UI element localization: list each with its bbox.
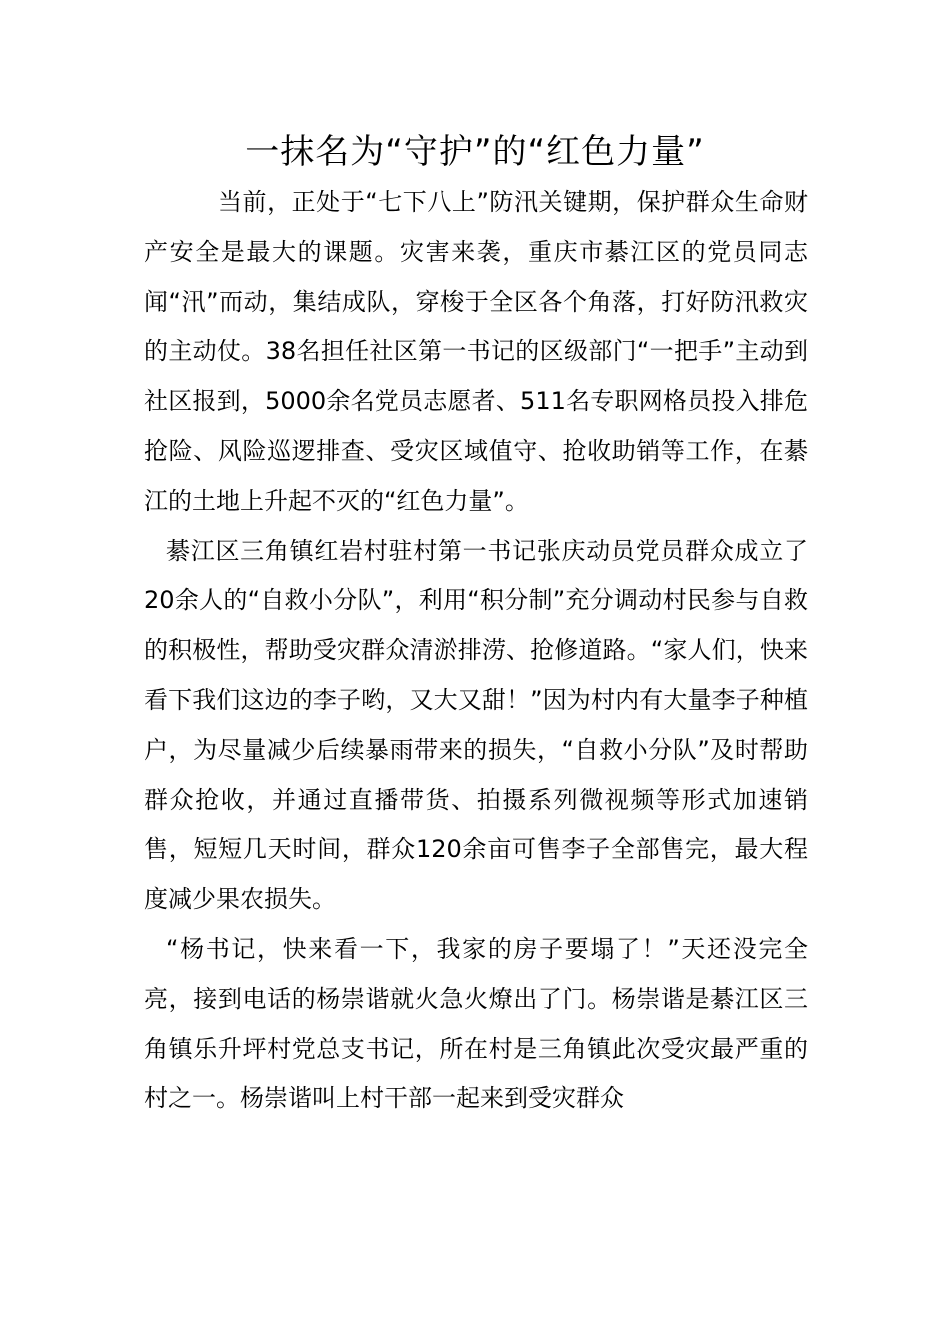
- document-title: 一抹名为“守护”的“红色力量”: [245, 132, 705, 172]
- paragraph-leshengping-village: “杨书记，快来看一下，我家的房子要塌了！”天还没完全亮，接到电话的杨崇谐就火急火燎出了门。杨崇谐是綦江区三角镇乐升坪村党总支书记，所在村是三角镇此次受灾最严重的村之一。杨崇谐叫上村干部一起来到受灾群众: [144, 934, 808, 1113]
- paragraph-hongyan-village: 綦江区三角镇红岩村驻村第一书记张庆动员党员群众成立了20余人的“自救小分队”，利用“积分制”充分调动村民参与自救的积极性，帮助受灾群众清淤排涝、抢修道路。“家人们，快来看下我们这边的李子哟，又大又甜！”因为村内有大量李子种植户，为尽量减少后续暴雨带来的损失，“自救小分队”及时帮助群众抢收，并通过直播带货、拍摄系列微视频等形式加速销售，短短几天时间，群众120余亩可售李子全部售完，最大程度减少果农损失。: [144, 536, 808, 914]
- paragraph-intro: 当前，正处于“七下八上”防汛关键期，保护群众生命财产安全是最大的课题。灾害来袭，重庆市綦江区的党员同志闻“汛”而动，集结成队，穿梭于全区各个角落，打好防汛救灾的主动仗。38名担任社区第一书记的区级部门“一把手”主动到社区报到，5000余名党员志愿者、511名专职网格员投入排危抢险、风险巡逻排查、受灾区域值守、抢收助销等工作，在綦江的土地上升起不灭的“红色力量”。: [144, 188, 808, 515]
- document-body: [144, 178, 808, 1124]
